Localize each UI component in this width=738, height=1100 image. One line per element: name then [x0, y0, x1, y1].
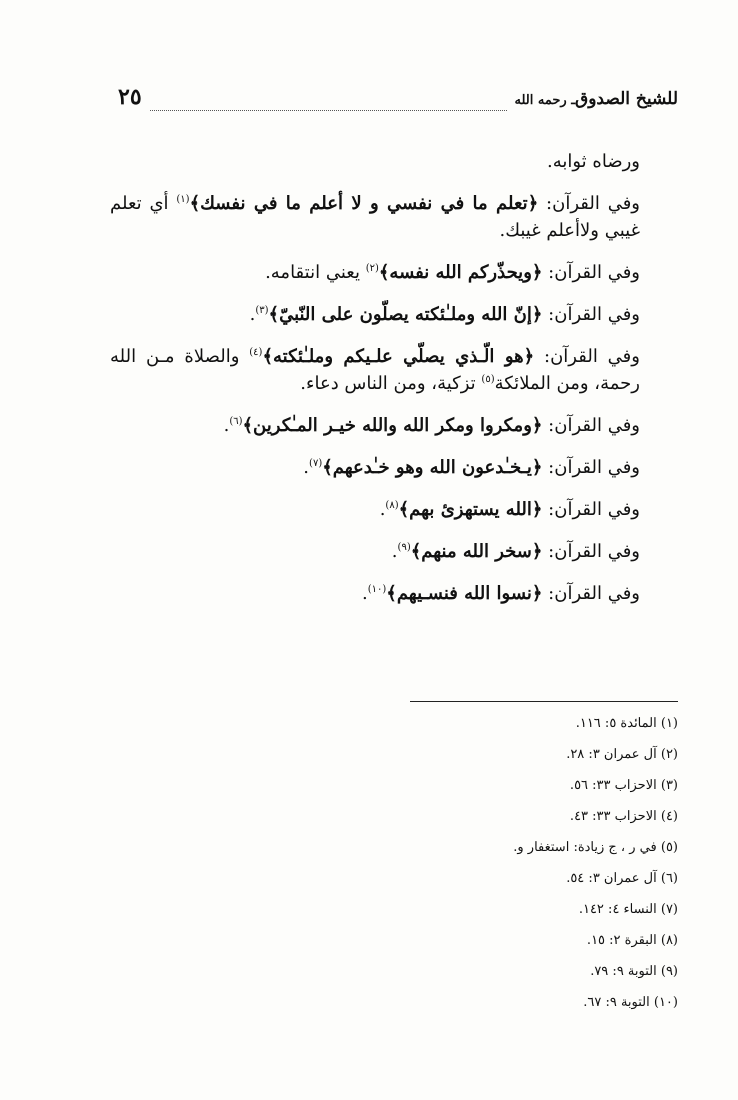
footnote-ref: (١٠)	[367, 584, 387, 595]
footnote-ref: (١)	[176, 194, 190, 205]
commentary-text: .	[361, 583, 368, 604]
quran-open-bracket: ﴿	[531, 304, 543, 325]
commentary-text: أي تعلم غيبي ولاأعلم غيبك.	[110, 193, 640, 241]
footnote-ref: (٧)	[309, 458, 323, 469]
footnotes	[300, 708, 678, 1018]
paragraph	[110, 148, 680, 175]
quran-close-bracket: ﴾	[322, 457, 333, 478]
footnote-ref: (٢)	[365, 263, 379, 274]
main-text	[110, 148, 680, 622]
paragraph	[110, 454, 680, 481]
footnote: (٩) التوبة ٩: ٧٩.	[590, 964, 678, 979]
quran-verse: إنّ الله وملـٰئكته يصلّون على النّبيّ	[279, 304, 532, 325]
quran-close-bracket: ﴾	[398, 499, 410, 520]
quran-open-bracket: ﴿	[527, 193, 539, 214]
footnote-ref: (٤)	[249, 347, 263, 358]
header-dot-leader	[150, 98, 507, 111]
paragraph	[110, 343, 680, 397]
commentary-text: .	[303, 457, 310, 478]
footnote: (٨) البقرة ٢: ١٥.	[586, 933, 678, 948]
lead-text: وفي القرآن:	[534, 346, 640, 367]
footnote: (٤) الاحزاب ٣٣: ٤٣.	[569, 809, 678, 824]
commentary-text: .	[391, 541, 398, 562]
lead-text: وفي القرآن:	[542, 499, 640, 520]
quran-open-bracket: ﴿	[531, 262, 543, 283]
paragraph-text: ورضاه ثوابه.	[547, 151, 640, 172]
commentary-text: .	[249, 304, 256, 325]
footnote: (١٠) التوبة ٩: ٦٧.	[583, 995, 678, 1010]
footnote: (١) المائدة ٥: ١١٦.	[575, 716, 678, 731]
quran-open-bracket: ﴿	[531, 541, 543, 562]
header-title: للشيخ الصدوق	[575, 89, 678, 109]
commentary-text: يعني انتقامه.	[265, 262, 366, 283]
paragraph	[110, 580, 680, 607]
quran-close-bracket: ﴾	[242, 415, 254, 436]
footnote-ref: (٦)	[229, 416, 243, 427]
paragraph	[110, 538, 680, 565]
quran-open-bracket: ﴿	[531, 457, 543, 478]
quran-verse: يـخـٰدعون الله وهو خـٰدعهم	[332, 457, 532, 478]
footnote: (٧) النساء ٤: ١٤٢.	[578, 902, 678, 917]
commentary-text: .	[223, 415, 230, 436]
quran-open-bracket: ﴿	[531, 583, 543, 604]
header-subtitle: ـ رحمه الله	[514, 93, 576, 108]
paragraph	[110, 259, 680, 286]
commentary-text: .	[379, 499, 386, 520]
footnote-separator	[410, 701, 678, 702]
quran-close-bracket: ﴾	[268, 304, 280, 325]
quran-verse: سخر الله منهم	[421, 541, 532, 562]
quran-verse: ومكروا ومكر الله والله خيـر المـٰكرين	[253, 415, 532, 436]
quran-close-bracket: ﴾	[410, 541, 422, 562]
running-header	[118, 84, 678, 124]
lead-text: وفي القرآن:	[542, 415, 640, 436]
lead-text: وفي القرآن:	[538, 193, 640, 214]
quran-open-bracket: ﴿	[531, 415, 543, 436]
quran-close-bracket: ﴾	[378, 262, 390, 283]
paragraph	[110, 301, 680, 328]
lead-text: وفي القرآن:	[542, 262, 640, 283]
footnote: (٣) الاحزاب ٣٣: ٥٦.	[569, 778, 678, 793]
paragraph	[110, 190, 680, 244]
lead-text: وفي القرآن:	[542, 304, 640, 325]
quran-close-bracket: ﴾	[386, 583, 397, 604]
lead-text: وفي القرآن:	[542, 583, 640, 604]
quran-verse: الله يستهزئ بهم	[409, 499, 532, 520]
quran-verse: ويحذّركم الله نفسه	[389, 262, 532, 283]
commentary-text: تزكية، ومن الناس دعاء.	[300, 373, 482, 394]
quran-open-bracket: ﴿	[531, 499, 543, 520]
footnote-ref: (٣)	[255, 305, 269, 316]
quran-open-bracket: ﴿	[523, 346, 535, 367]
lead-text: وفي القرآن:	[542, 457, 640, 478]
page-number: ٢٥	[118, 84, 142, 110]
commentary-text: والصلاة مـن الله رحمة، ومن الملائكة	[110, 346, 640, 394]
paragraph	[110, 496, 680, 523]
quran-verse: تعلم ما في نفسي و لا أعلم ما في نفسك	[200, 193, 528, 214]
quran-close-bracket: ﴾	[189, 193, 201, 214]
footnote: (٥) في ر ، ج زيادة: استغفار و.	[513, 840, 678, 855]
quran-verse: نسوا الله فنسـيهم	[396, 583, 532, 604]
footnote-ref: (٩)	[397, 542, 411, 553]
quran-close-bracket: ﴾	[262, 346, 273, 367]
paragraph	[110, 412, 680, 439]
footnote: (٢) آل عمران ٣: ٢٨.	[566, 747, 678, 762]
quran-verse: هو الّـذي يصلّي علـيكم وملـٰئكته	[272, 346, 524, 367]
footnote-ref: (٥)	[481, 374, 495, 385]
footnote: (٦) آل عمران ٣: ٥٤.	[566, 871, 678, 886]
lead-text: وفي القرآن:	[542, 541, 640, 562]
footnote-ref: (٨)	[385, 500, 399, 511]
